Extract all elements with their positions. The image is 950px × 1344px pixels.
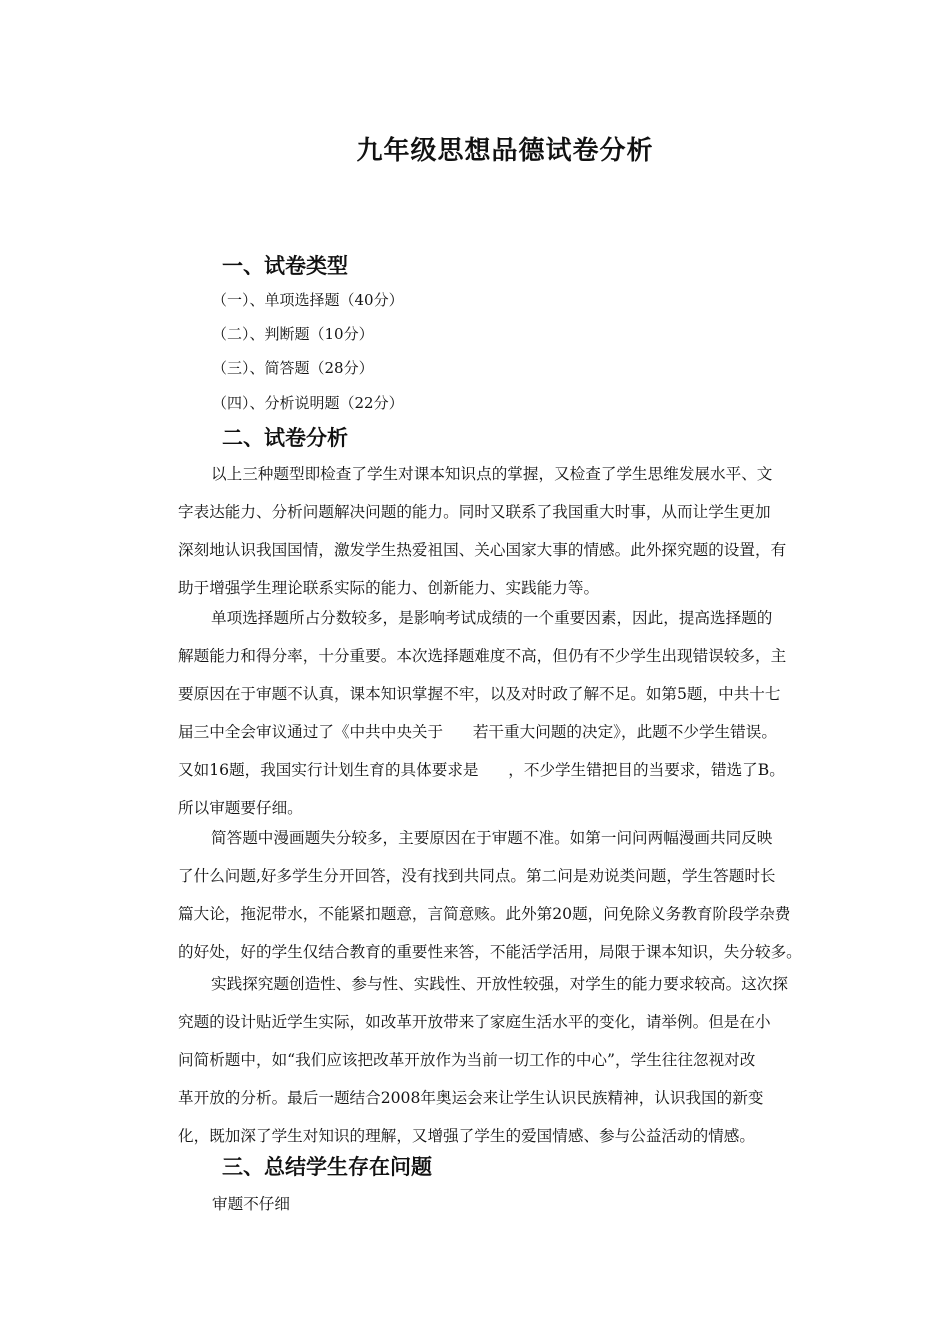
paragraph-line: 篇大论，拖泥带水，不能紧扣题意，言简意赅。此外第20题，问免除义务教育阶段学杂费: [178, 905, 791, 923]
problem-summary-text: 审题不仔细: [212, 1195, 290, 1213]
paragraph-line: 以上三种题型即检查了学生对课本知识点的掌握，又检查了学生思维发展水平、文: [211, 465, 773, 483]
document-title: 九年级思想品德试卷分析: [356, 136, 654, 166]
paragraph-line: 所以审题要仔细。: [178, 799, 303, 817]
paragraph-line: 简答题中漫画题失分较多，主要原因在于审题不准。如第一问问两幅漫画共同反映: [211, 829, 773, 847]
analysis-paragraph: [178, 599, 808, 827]
section-heading-student-problems: 三、总结学生存在问题: [222, 1155, 432, 1179]
section-heading-exam-types: 一、试卷类型: [222, 254, 348, 278]
paragraph-line: 字表达能力、分析问题解决问题的能力。同时又联系了我国重大时事，从而让学生更加: [178, 503, 771, 521]
paragraph-line: 革开放的分析。最后一题结合2008年奥运会来让学生认识民族精神，认识我国的新变: [178, 1089, 764, 1107]
exam-type-item: （三）、简答题（28分）: [212, 359, 374, 377]
paragraph-line: 助于增强学生理论联系实际的能力、创新能力、实践能力等。: [178, 579, 600, 597]
paragraph-line: 究题的设计贴近学生实际，如改革开放带来了家庭生活水平的变化，请举例。但是在小: [178, 1013, 771, 1031]
paragraph-line: 了什么问题,好多学生分开回答，没有找到共同点。第二问是劝说类问题，学生答题时长: [178, 867, 776, 885]
section-heading-exam-analysis: 二、试卷分析: [222, 426, 348, 450]
paragraph-line: 问简析题中，如“我们应该把改革开放作为当前一切工作的中心”，学生往往忽视对改: [178, 1051, 756, 1069]
analysis-paragraph: [178, 455, 808, 607]
analysis-paragraph: [178, 965, 808, 1155]
analysis-paragraph: [178, 819, 808, 971]
paragraph-line: 的好处，好的学生仅结合教育的重要性来答，不能活学活用，局限于课本知识，失分较多。: [178, 943, 802, 961]
paragraph-line: 单项选择题所占分数较多，是影响考试成绩的一个重要因素，因此，提高选择题的: [211, 609, 773, 627]
exam-type-item: （一）、单项选择题（40分）: [212, 291, 404, 309]
exam-type-item: （二）、判断题（10分）: [212, 325, 374, 343]
exam-type-item: （四）、分析说明题（22分）: [212, 394, 404, 412]
paragraph-line: 实践探究题创造性、参与性、实践性、开放性较强，对学生的能力要求较高。这次探: [211, 975, 788, 993]
paragraph-line: 要原因在于审题不认真，课本知识掌握不牢，以及对时政了解不足。如第5题，中共十七: [178, 685, 781, 703]
paragraph-line: 又如16题，我国实行计划生育的具体要求是 ，不少学生错把目的当要求，错选了B。: [178, 761, 785, 779]
paragraph-line: 解题能力和得分率，十分重要。本次选择题难度不高，但仍有不少学生出现错误较多，主: [178, 647, 787, 665]
paragraph-line: 化，既加深了学生对知识的理解，又增强了学生的爱国情感、参与公益活动的情感。: [178, 1127, 755, 1145]
paragraph-line: 届三中全会审议通过了《中共中央关于 若干重大问题的决定》，此题不少学生错误。: [178, 723, 777, 741]
paragraph-line: 深刻地认识我国国情，激发学生热爱祖国、关心国家大事的情感。此外探究题的设置，有: [178, 541, 787, 559]
